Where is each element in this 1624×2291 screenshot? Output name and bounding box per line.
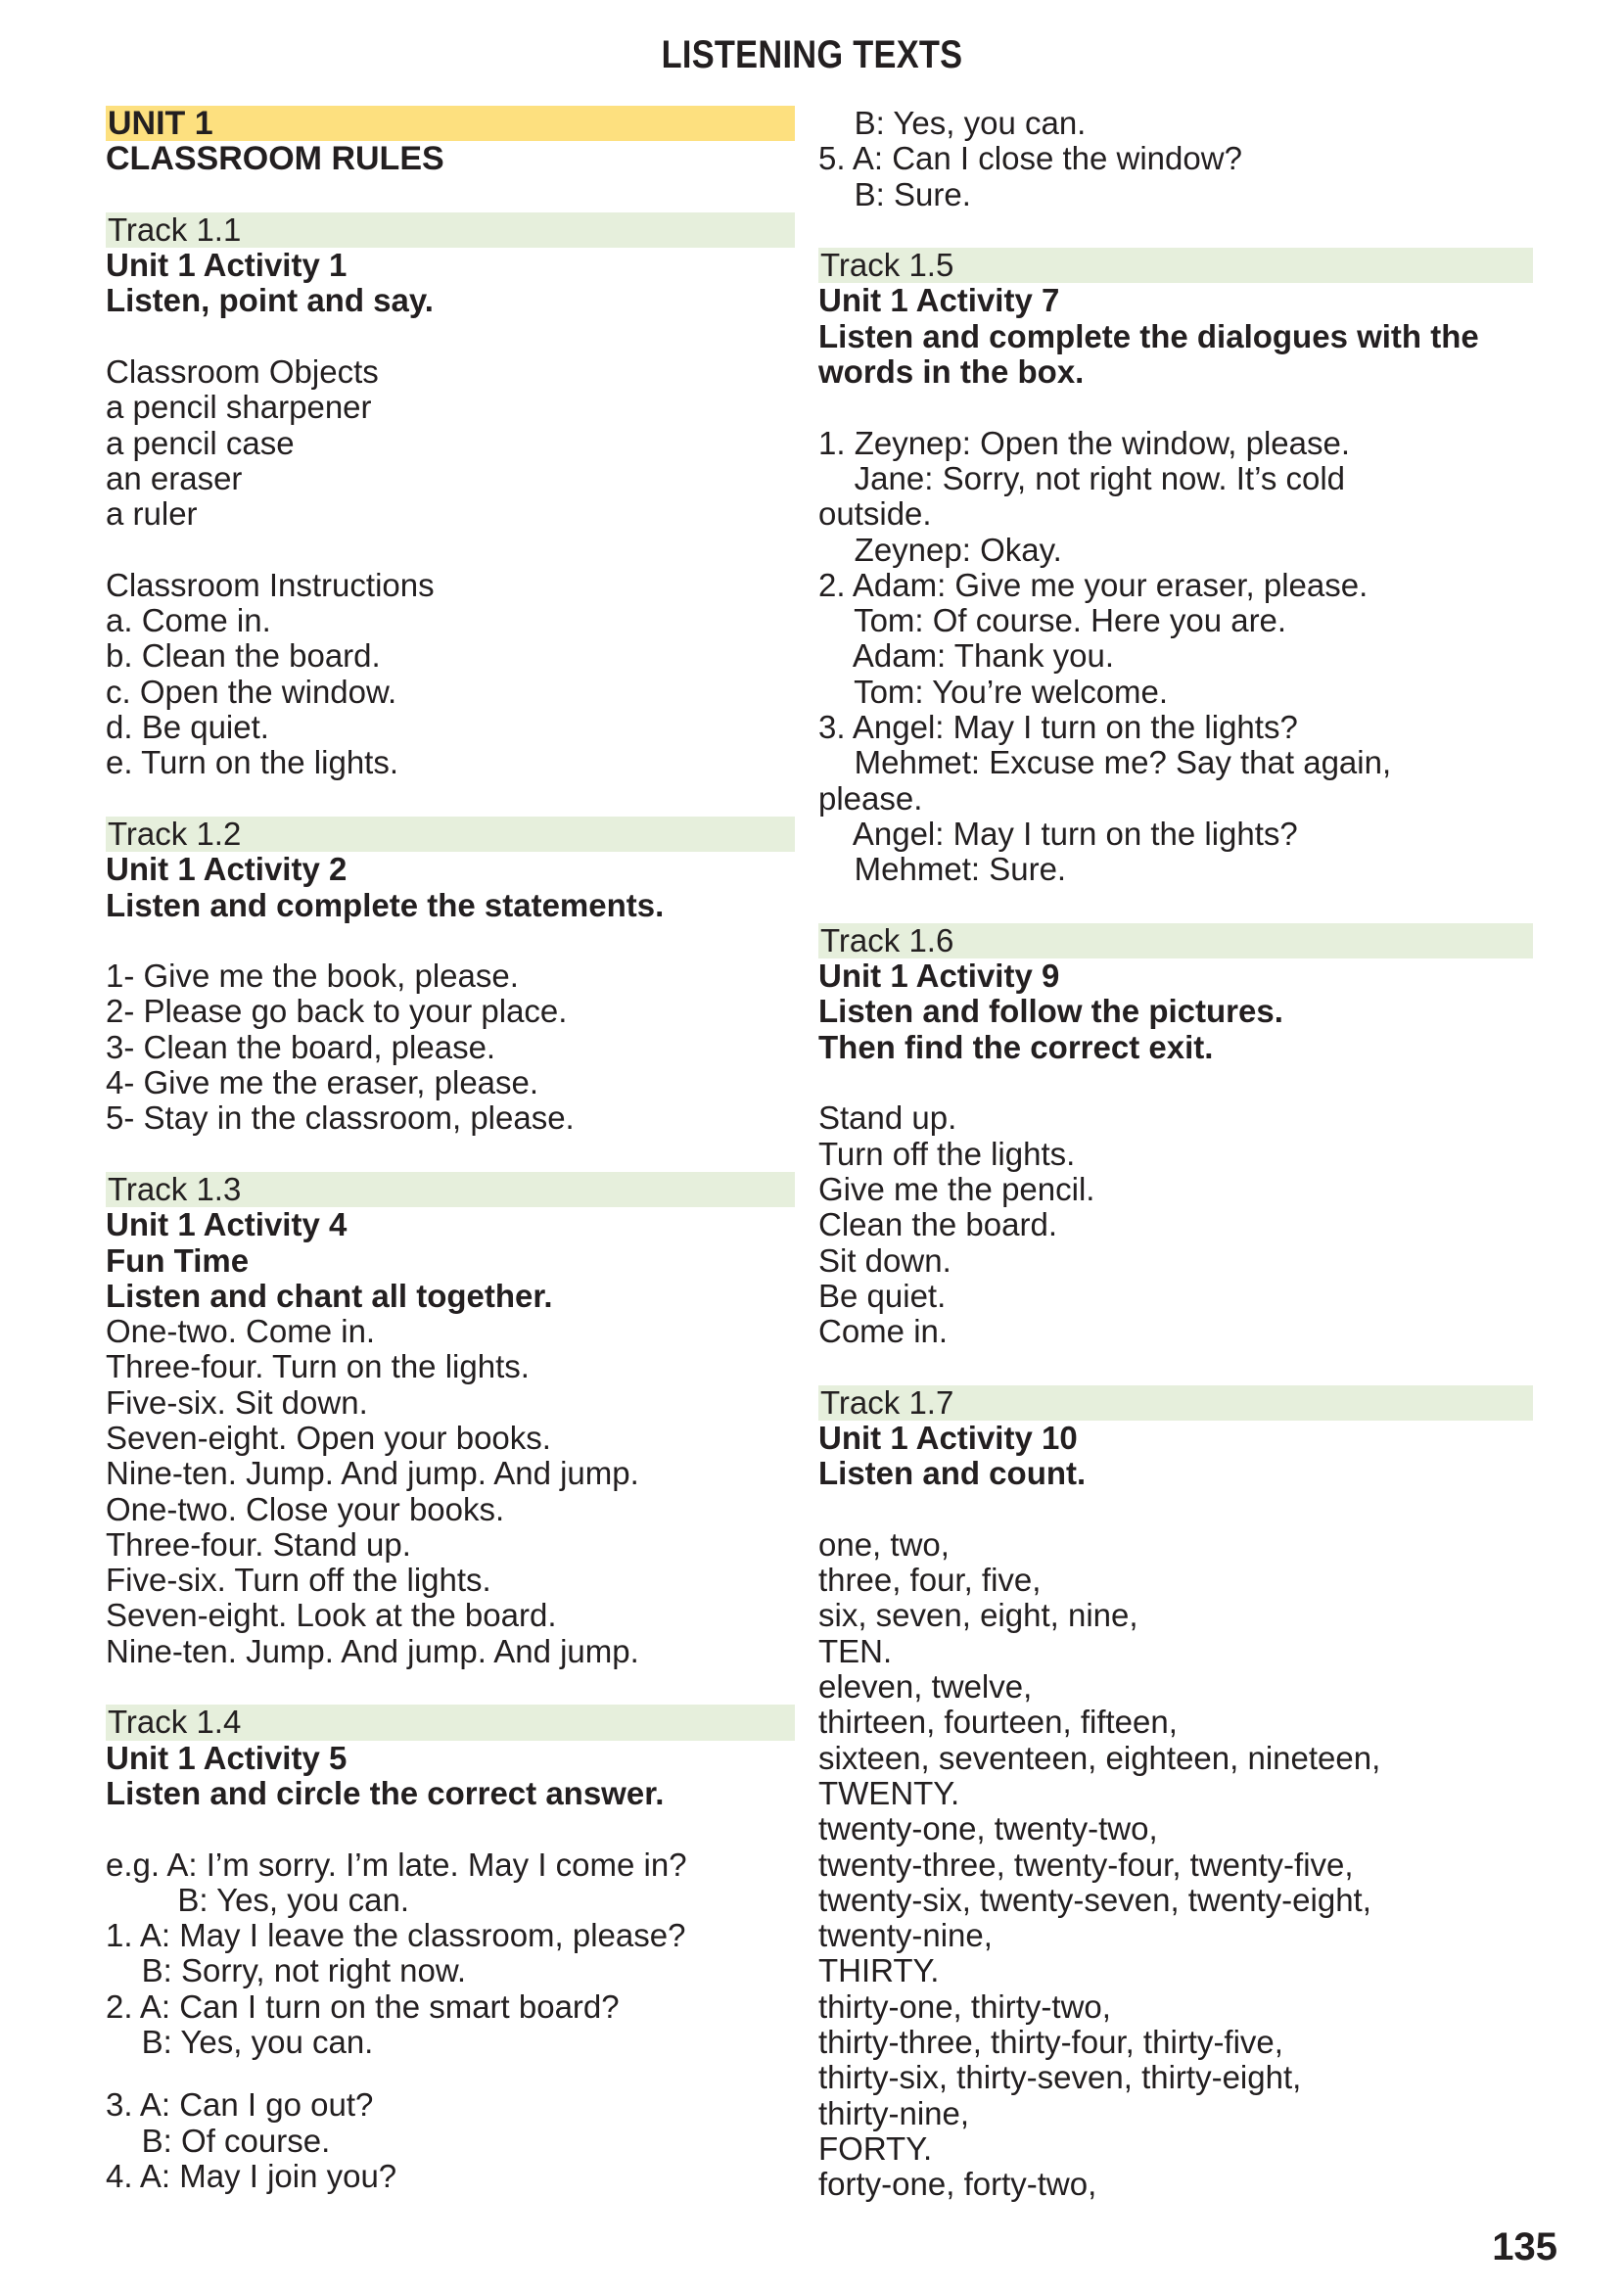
text-line: outside. [818, 495, 932, 533]
text-line: B: Of course. [106, 2122, 331, 2159]
text-line: twenty-three, twenty-four, twenty-five, [818, 1846, 1354, 1883]
track-lines [106, 354, 795, 781]
text-line: One-two. Come in. [106, 1313, 376, 1350]
activity-heading: Unit 1 Activity 9 [818, 958, 1060, 995]
text-line: Tom: Of course. Here you are. [818, 602, 1287, 639]
text-line: thirty-three, thirty-four, thirty-five, [818, 2024, 1283, 2061]
text-line: Be quiet. [818, 1277, 947, 1314]
text-line: Seven-eight. Look at the board. [106, 1597, 557, 1634]
page-title: LISTENING TEXTS [661, 33, 963, 76]
text-line: 2- Please go back to your place. [106, 993, 568, 1030]
text-line: 4. A: May I join you? [106, 2157, 397, 2194]
section-track-1-4 [106, 1705, 795, 2194]
track-lines [818, 1100, 1533, 1349]
activity-heading: Unit 1 Activity 2 [106, 851, 348, 888]
text-line: 2. Adam: Give me your eraser, please. [818, 566, 1369, 603]
text-line: Three-four. Turn on the lights. [106, 1348, 530, 1385]
text-line: 1. Zeynep: Open the window, please. [818, 424, 1351, 461]
text-line: Stand up. [818, 1099, 957, 1137]
text-line: a ruler [106, 495, 198, 533]
text-line: Sit down. [818, 1241, 951, 1279]
unit-title: CLASSROOM RULES [106, 140, 444, 178]
instruction-text: Fun Time [106, 1241, 250, 1279]
text-line: Nine-ten. Jump. And jump. And jump. [106, 1455, 639, 1492]
text-line: B: Sorry, not right now. [106, 1952, 467, 1989]
section-track-1-5 [818, 248, 1533, 887]
track-lines [106, 2087, 795, 2194]
text-line: a. Come in. [106, 602, 271, 639]
text-line [106, 533, 795, 568]
track-lines [818, 1527, 1533, 2203]
track-heading: Track 1.3 [106, 1172, 795, 1207]
text-line: an eraser [106, 459, 243, 496]
text-line: e.g. A: I’m sorry. I’m late. May I come in? [106, 1846, 687, 1883]
text-line: Adam: Thank you. [818, 637, 1115, 675]
track-heading: Track 1.6 [818, 923, 1533, 958]
text-line: thirty-one, thirty-two, [818, 1987, 1111, 2025]
text-line: thirty-nine, [818, 2094, 970, 2131]
text-line: b. Clean the board. [106, 637, 381, 675]
text-line: Come in. [818, 1313, 949, 1350]
text-line: B: Yes, you can. [106, 2024, 374, 2061]
instruction-text: Then find the correct exit. [818, 1028, 1214, 1065]
activity-heading: Unit 1 Activity 5 [106, 1739, 348, 1776]
text-line: Five-six. Turn off the lights. [106, 1562, 491, 1599]
text-line: six, seven, eight, nine, [818, 1597, 1138, 1634]
right-column [818, 106, 1533, 2203]
text-line: Zeynep: Okay. [818, 531, 1062, 568]
text-line: eleven, twelve, [818, 1668, 1033, 1706]
left-column [106, 106, 795, 2194]
text-line: B: Yes, you can. [106, 1881, 410, 1918]
track-lines [106, 958, 795, 1136]
section-track-1-7 [818, 1385, 1533, 2203]
text-line: twenty-one, twenty-two, [818, 1810, 1158, 1847]
text-line: TWENTY. [818, 1774, 960, 1811]
text-line: B: Yes, you can. [818, 105, 1087, 141]
track-heading: Track 1.4 [106, 1705, 795, 1740]
text-line: please. [818, 779, 923, 817]
instruction-text: Listen and count. [818, 1455, 1087, 1492]
text-line: 5. A: Can I close the window? [818, 140, 1242, 177]
activity-heading: Unit 1 Activity 7 [818, 282, 1060, 319]
text-line: Angel: May I turn on the lights? [818, 815, 1298, 852]
text-line: Nine-ten. Jump. And jump. And jump. [106, 1632, 639, 1669]
instruction-text: words in the box. [818, 353, 1085, 391]
activity-heading: Unit 1 Activity 10 [818, 1419, 1078, 1456]
track-heading: Track 1.2 [106, 817, 795, 852]
text-line: TEN. [818, 1632, 893, 1669]
text-line: twenty-six, twenty-seven, twenty-eight, [818, 1881, 1371, 1918]
track-lines [106, 1314, 795, 1669]
text-line: sixteen, seventeen, eighteen, nineteen, [818, 1739, 1381, 1776]
text-line: 3- Clean the board, please. [106, 1028, 496, 1065]
text-line: Clean the board. [818, 1206, 1058, 1243]
instruction-text: Listen and circle the correct answer. [106, 1774, 665, 1811]
track-lines [106, 1847, 795, 2061]
text-line: three, four, five, [818, 1562, 1042, 1599]
unit-label: UNIT 1 [106, 106, 795, 141]
text-line: 3. Angel: May I turn on the lights? [818, 709, 1298, 746]
text-line: One-two. Close your books. [106, 1490, 505, 1527]
instruction-text: Listen and complete the statements. [106, 886, 665, 923]
text-line: thirteen, fourteen, fifteen, [818, 1704, 1178, 1741]
section-track-1-2 [106, 817, 795, 1137]
text-line: Mehmet: Sure. [818, 851, 1067, 888]
track-heading: Track 1.5 [818, 248, 1533, 283]
instruction-text: Listen and follow the pictures. [818, 993, 1283, 1030]
text-line: d. Be quiet. [106, 709, 269, 746]
text-line: Tom: You’re welcome. [818, 673, 1169, 710]
text-line: Classroom Objects [106, 353, 379, 391]
section-track-1-3 [106, 1172, 795, 1669]
activity-heading: Unit 1 Activity 4 [106, 1206, 348, 1243]
text-line: e. Turn on the lights. [106, 744, 399, 781]
text-line: Mehmet: Excuse me? Say that again, [818, 744, 1392, 781]
text-line: 3. A: Can I go out? [106, 2086, 374, 2124]
track-heading: Track 1.7 [818, 1385, 1533, 1421]
text-line: forty-one, forty-two, [818, 2166, 1097, 2203]
text-line: Three-four. Stand up. [106, 1525, 411, 1563]
text-line: Seven-eight. Open your books. [106, 1419, 551, 1456]
text-line: c. Open the window. [106, 673, 397, 710]
text-line: 5- Stay in the classroom, please. [106, 1099, 575, 1137]
page-number: 135 [1492, 2225, 1557, 2268]
text-line: 2. A: Can I turn on the smart board? [106, 1987, 620, 2025]
instruction-text: Listen and chant all together. [106, 1277, 553, 1314]
section-track-1-6 [818, 923, 1533, 1350]
instruction-text: Listen, point and say. [106, 282, 434, 319]
text-line: 4- Give me the eraser, please. [106, 1064, 539, 1101]
text-line: B: Sure. [818, 175, 971, 212]
text-line: Turn off the lights. [818, 1135, 1076, 1172]
text-line: Classroom Instructions [106, 566, 435, 603]
track-lines [818, 426, 1533, 888]
section-track-1-1 [106, 212, 795, 781]
text-line: FORTY. [818, 2129, 933, 2167]
text-line: 1. A: May I leave the classroom, please? [106, 1917, 686, 1954]
instruction-text: Listen and complete the dialogues with the [818, 317, 1479, 354]
text-line: a pencil sharpener [106, 389, 372, 426]
text-line: a pencil case [106, 424, 295, 461]
text-line: 1- Give me the book, please. [106, 958, 519, 995]
text-line: thirty-six, thirty-seven, thirty-eight, [818, 2059, 1302, 2096]
text-line: THIRTY. [818, 1952, 940, 1989]
text-line: one, two, [818, 1525, 950, 1563]
text-line: Jane: Sorry, not right now. It’s cold [818, 459, 1346, 496]
text-line: twenty-nine, [818, 1917, 993, 1954]
activity-heading: Unit 1 Activity 1 [106, 247, 348, 284]
text-line: Give me the pencil. [818, 1170, 1095, 1207]
continued-lines [818, 106, 1533, 212]
text-line: Five-six. Sit down. [106, 1383, 368, 1421]
track-heading: Track 1.1 [106, 212, 795, 248]
